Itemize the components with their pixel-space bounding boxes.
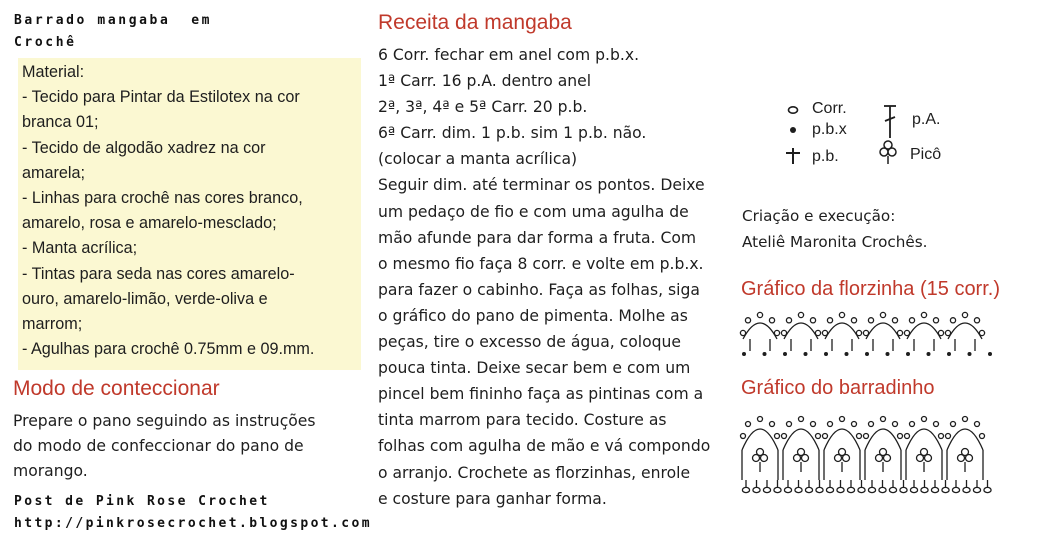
material-line: - Linhas para crochê nas cores branco,: [22, 189, 303, 208]
receita-line: 6ª Carr. dim. 1 p.b. sim 1 p.b. não.: [378, 124, 647, 143]
material-line: - Tecido de algodão xadrez na cor: [22, 138, 266, 157]
legend-pbx: p.b.x: [812, 121, 847, 138]
base-dot: [968, 352, 972, 356]
base-dot: [886, 352, 890, 356]
barradinho-chart-title: Gráfico do barradinho: [741, 377, 935, 399]
receita-line: 2ª, 3ª, 4ª e 5ª Carr. 20 p.b.: [378, 98, 588, 117]
receita-line: e costure para ganhar forma.: [378, 489, 607, 508]
modo-paragraph: [13, 409, 368, 485]
florzinha-chart-title: Gráfico da florzinha (15 corr.): [741, 278, 1000, 300]
modo-line: do modo de confeccionar do pano de: [13, 437, 304, 456]
single-crochet-symbol-icon: [786, 148, 800, 164]
base-dot: [742, 352, 746, 356]
modo-line: morango.: [13, 462, 88, 481]
base-dot: [783, 352, 787, 356]
flor-chart-marks: [740, 312, 984, 351]
barradinho-crochet-chart: [740, 410, 1000, 510]
receita-line: o mesmo fio faça 8 corr. e volte em p.b.x.: [378, 254, 704, 273]
post-credit: Post de Pink Rose Crochet: [14, 494, 270, 509]
material-line: - Tecido para Pintar da Estilotex na cor: [22, 88, 300, 107]
material-line: ouro, amarelo-limão, verde-oliva e: [22, 289, 268, 308]
base-dot: [824, 352, 828, 356]
blog-url[interactable]: http://pinkrosecrochet.blogspot.com: [14, 516, 372, 531]
credit-line-1: Criação e execução:: [742, 207, 896, 225]
modo-heading: Modo de conteccionar: [13, 377, 220, 400]
base-dot: [927, 352, 931, 356]
receita-line: folhas com agulha de mão e vá compondo: [378, 437, 711, 456]
receita-line: 1ª Carr. 16 p.A. dentro anel: [378, 72, 592, 91]
legend-pico: Picô: [910, 146, 942, 163]
receita-paragraph: [378, 42, 736, 512]
picot-symbol-icon: [880, 141, 896, 164]
receita-line: o arranjo. Crochete as florzinhas, enrole: [378, 463, 691, 482]
material-line: - Tintas para seda nas cores amarelo-: [22, 264, 295, 283]
modo-line: Prepare o pano seguindo as instruções: [13, 412, 316, 430]
receita-line: pincel bem fininho faça as pintinas com a: [378, 385, 704, 404]
stitch-legend-symbols: [780, 100, 920, 170]
base-dot: [804, 352, 808, 356]
base-dot: [988, 352, 992, 356]
material-line: amarela;: [22, 163, 85, 182]
creation-credit: [742, 203, 927, 255]
material-line: branca 01;: [22, 113, 99, 132]
receita-line: tinta marrom para tecido. Costure as: [378, 411, 667, 430]
material-line: Material:: [22, 63, 85, 81]
barr-chart-marks: [741, 417, 992, 493]
credit-line-2: Ateliê Maronita Crochês.: [742, 233, 928, 251]
legend-corr: Corr.: [812, 100, 847, 117]
base-dot: [906, 352, 910, 356]
material-line: marrom;: [22, 315, 83, 334]
florzinha-crochet-chart: [740, 305, 1000, 363]
receita-line: um pedaço de fio e com uma agulha de: [378, 202, 689, 221]
base-dot: [845, 352, 849, 356]
receita-line: (colocar a manta acrílica): [378, 150, 578, 169]
receita-line: para fazer o cabinho. Faça as folhas, siga: [378, 280, 700, 299]
receita-line: Seguir dim. até terminar os pontos. Deixe: [378, 176, 705, 195]
chain-symbol-icon: [789, 107, 798, 113]
material-line: - Manta acrílica;: [22, 239, 138, 258]
legend-pa: p.A.: [912, 111, 941, 128]
receita-line: mão afunde para dar forma a fruta. Com: [378, 228, 697, 247]
receita-line: o gráfico do pano de pimenta. Molhe as: [378, 306, 688, 325]
receita-line: peças, tire o excesso de água, coloque: [378, 333, 682, 352]
receita-line: pouca tinta. Deixe secar bem e com um: [378, 359, 691, 378]
material-list: [22, 60, 358, 362]
receita-line: 6 Corr. fechar em anel com p.b.x.: [378, 46, 640, 64]
title-line-2: Crochê: [14, 35, 77, 50]
slip-stitch-symbol-icon: [790, 127, 796, 133]
material-line: - Agulhas para crochê 0.75mm e 09.mm.: [22, 340, 315, 359]
material-line: amarelo, rosa e amarelo-mesclado;: [22, 214, 277, 233]
base-dot: [763, 352, 767, 356]
legend-pb: p.b.: [812, 148, 839, 165]
title-line-1: Barrado mangaba em: [14, 13, 213, 28]
double-crochet-symbol-icon: [884, 106, 896, 138]
base-dot: [947, 352, 951, 356]
receita-heading: Receita da mangaba: [378, 11, 572, 34]
base-dot: [865, 352, 869, 356]
page-title: [14, 10, 212, 54]
